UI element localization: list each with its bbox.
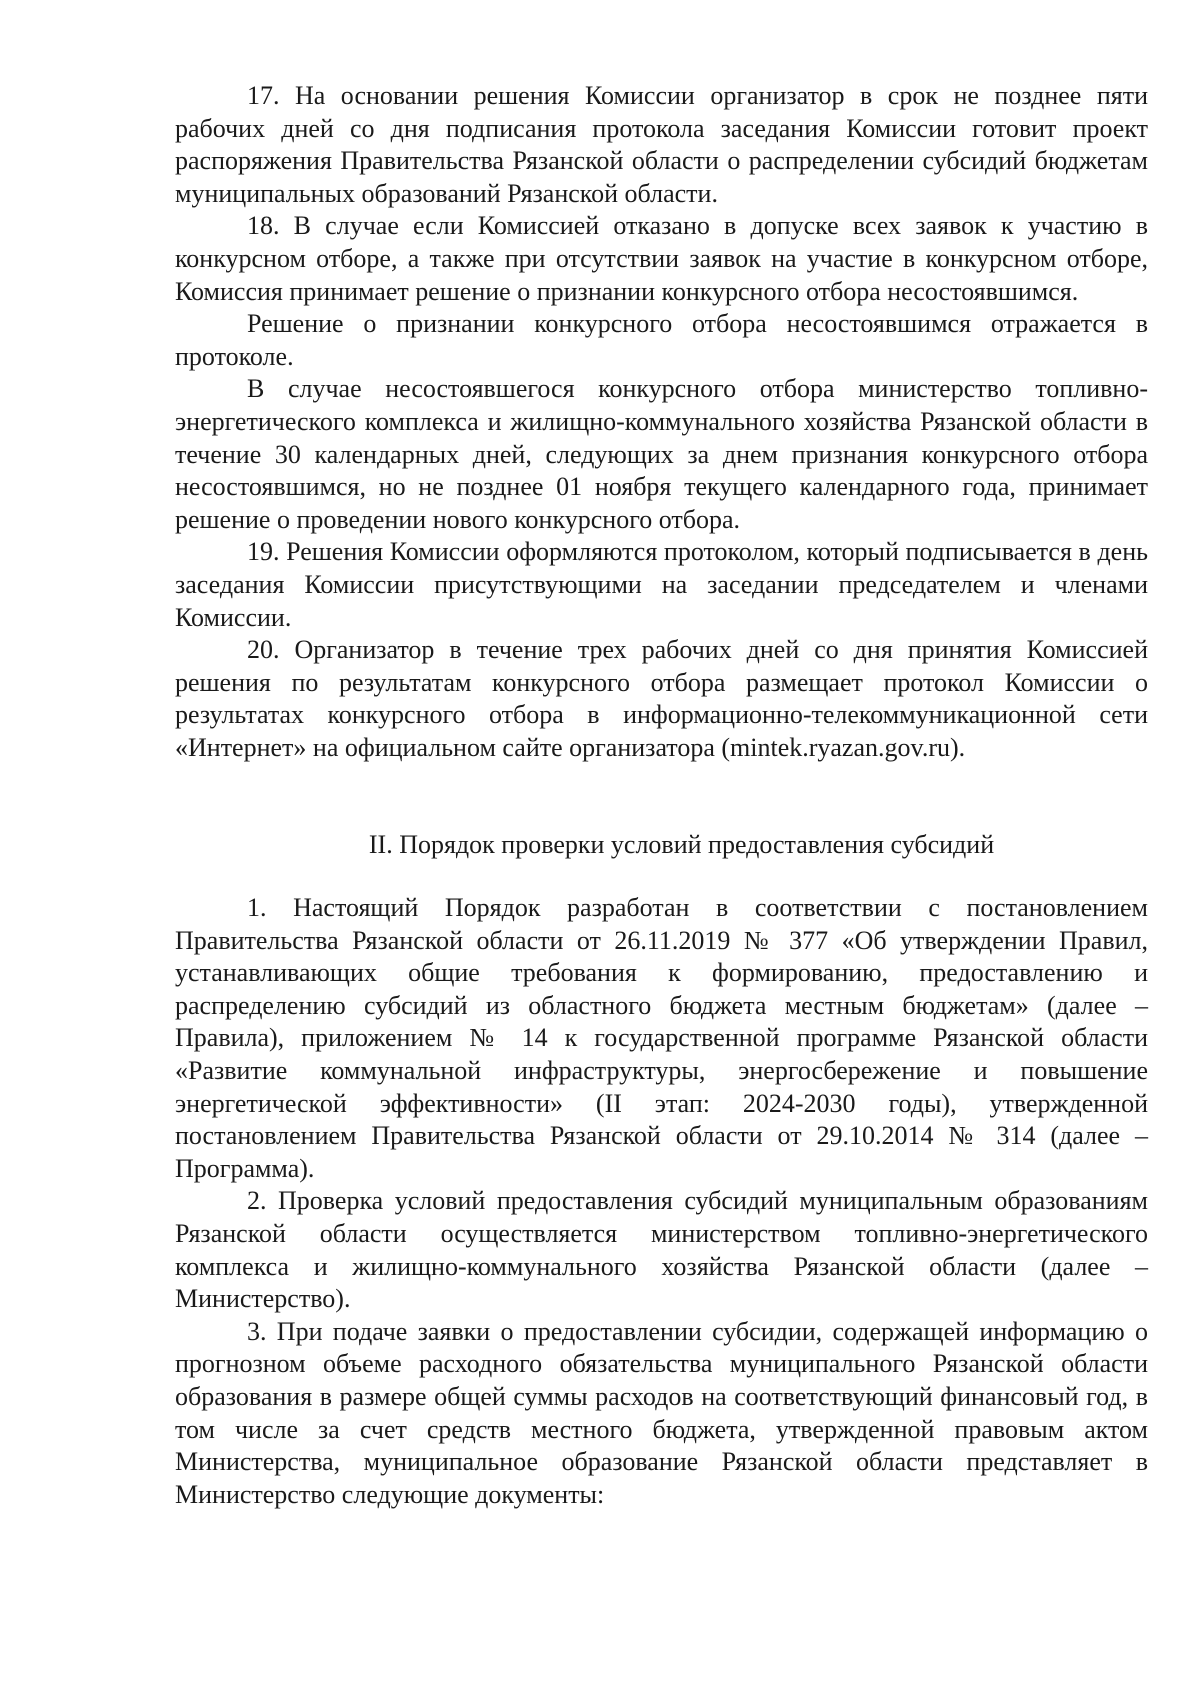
- paragraph-18-new-selection: В случае несостоявшегося конкурсного отбора министерство топливно-энергетического комплекса и жилищно-коммунального хозяйства Рязанской области в течение 30 календарных дней, следующих за днем признания конкурсного отбора несостоявшимся, но не позднее 01 ноября текущего календарного года, принимает решение о проведении нового конкурсного отбора.: [175, 374, 1148, 534]
- section2-paragraph-3: 3. При подаче заявки о предоставлении субсидии, содержащей информацию о прогнозном объеме расходного обязательства муниципального Рязанской области образования в размере общей суммы расходов на соответствующий финансовый год, в том числе за счет средств местного бюджета, утвержденной правовым актом Министерства, муниципальное образование Рязанской области представляет в Министерство следующие документы:: [175, 1316, 1148, 1509]
- paragraph-18: 18. В случае если Комиссией отказано в допуске всех заявок к участию в конкурсном отборе, а также при отсутствии заявок на участие в конкурсном отборе, Комиссия принимает решение о признании конкурсного отбора несостоявшимся.: [175, 211, 1148, 306]
- paragraph-17: 17. На основании решения Комиссии организатор в срок не позднее пяти рабочих дней со дня подписания протокола заседания Комиссии готовит проект распоряжения Правительства Рязанской области о распределении субсидий бюджетам муниципальных образований Рязанской области.: [175, 81, 1148, 208]
- section2-paragraph-2: 2. Проверка условий предоставления субсидий муниципальным образованиям Рязанской области осуществляется министерством топливно-энергетического комплекса и жилищно-коммунального хозяйства Рязанской области (далее – Министерство).: [175, 1186, 1148, 1314]
- paragraph-19: 19. Решения Комиссии оформляются протоколом, который подписывается в день заседания Комиссии присутствующими на заседании председателем и членами Комиссии.: [175, 537, 1148, 632]
- section-title: II. Порядок проверки условий предоставления субсидий: [368, 830, 995, 860]
- paragraph-20: 20. Организатор в течение трех рабочих дней со дня принятия Комиссией решения по результатам конкурсного отбора размещает протокол Комиссии о результатах конкурсного отбора в информационно-телекоммуникационной сети «Интернет» на официальном сайте организатора (mintek.ryazan.gov.ru).: [175, 635, 1148, 762]
- paragraph-18-decision: Решение о признании конкурсного отбора несостоявшимся отражается в протоколе.: [175, 309, 1148, 371]
- section2-paragraph-1: 1. Настоящий Порядок разработан в соответствии с постановлением Правительства Рязанской области от 26.11.2019 № 377 «Об утверждении Правил, устанавливающих общие требования к формированию, предоставлению и распределению субсидий из областного бюджета местным бюджетам» (далее – Правила), приложением № 14 к государственной программе Рязанской области «Развитие коммунальной инфраструктуры, энергосбережение и повышение энергетической эффективности» (II этап: 2024-2030 годы), утвержденной постановлением Правительства Рязанской области от 29.10.2014 № 314 (далее – Программа).: [175, 893, 1148, 1183]
- document-body: [175, 80, 1148, 1511]
